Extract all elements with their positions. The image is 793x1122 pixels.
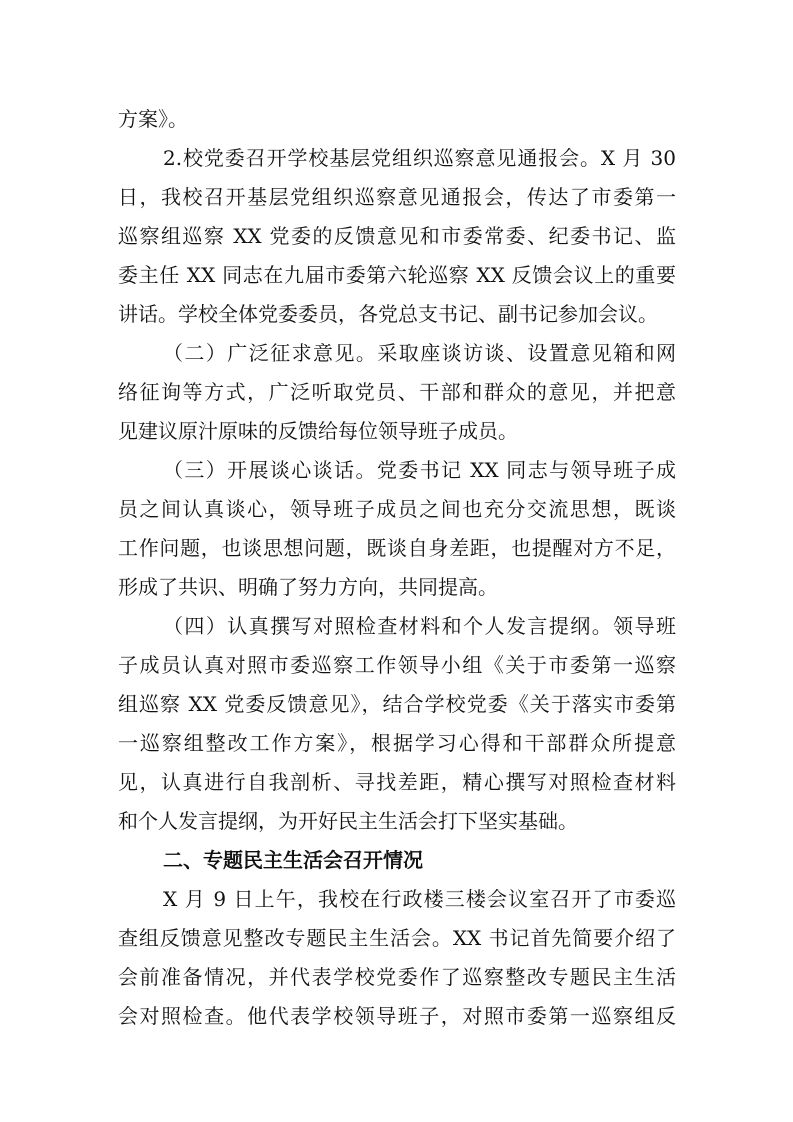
text-line: 一巡察组整改工作方案》，根据学习心得和干部群众所提意 [118, 731, 676, 755]
text-line: 查组反馈意见整改专题民主生活会。XX 书记首先简要介绍了 [118, 926, 676, 950]
paragraph [118, 880, 676, 1036]
paragraph [118, 139, 676, 334]
document-body [118, 100, 676, 1036]
text-line: 会前准备情况，并代表学校党委作了巡察整改专题民主生活 [118, 965, 676, 989]
text-line: 和个人发言提纲，为开好民主生活会打下坚实基础。 [118, 809, 578, 833]
text-line: 组巡察 XX 党委反馈意见》，结合学校党委《关于落实市委第 [118, 692, 676, 716]
paragraph [118, 607, 676, 841]
paragraph [118, 100, 676, 139]
text-line: 子成员认真对照市委巡察工作领导小组《关于市委第一巡察 [118, 653, 676, 677]
text-line: （二）广泛征求意见。采取座谈访谈、设置意见箱和网 [163, 341, 676, 365]
section-heading [118, 841, 676, 880]
text-line: 方案》。 [118, 107, 188, 131]
paragraph [118, 451, 676, 607]
text-line: 见，认真进行自我剖析、寻找差距，精心撰写对照检查材料 [118, 770, 676, 794]
text-line: 巡察组巡察 XX 党委的反馈意见和市委常委、纪委书记、监 [118, 224, 676, 248]
text-line: 员之间认真谈心，领导班子成员之间也充分交流思想，既谈 [118, 497, 676, 521]
text-line: （四）认真撰写对照检查材料和个人发言提纲。领导班 [163, 614, 676, 638]
text-line: 二、专题民主生活会召开情况 [163, 848, 423, 872]
text-line: 日，我校召开基层党组织巡察意见通报会，传达了市委第一 [118, 185, 676, 209]
text-line: 见建议原汁原味的反馈给每位领导班子成员。 [118, 419, 518, 443]
paragraph [118, 334, 676, 451]
text-line: （三）开展谈心谈话。党委书记 XX 同志与领导班子成 [163, 458, 676, 482]
text-line: X 月 9 日上午，我校在行政楼三楼会议室召开了市委巡 [163, 887, 676, 911]
text-line: 会对照检查。他代表学校领导班子，对照市委第一巡察组反 [118, 1004, 676, 1028]
text-line: 工作问题，也谈思想问题，既谈自身差距，也提醒对方不足， [118, 536, 676, 560]
text-line: 形成了共识、明确了努力方向，共同提高。 [118, 575, 498, 599]
text-line: 2.校党委召开学校基层党组织巡察意见通报会。X 月 30 [163, 146, 676, 170]
text-line: 委主任 XX 同志在九届市委第六轮巡察 XX 反馈会议上的重要 [118, 263, 676, 287]
text-line: 络征询等方式，广泛听取党员、干部和群众的意见，并把意 [118, 380, 676, 404]
text-line: 讲话。学校全体党委委员，各党总支书记、副书记参加会议。 [118, 302, 658, 326]
